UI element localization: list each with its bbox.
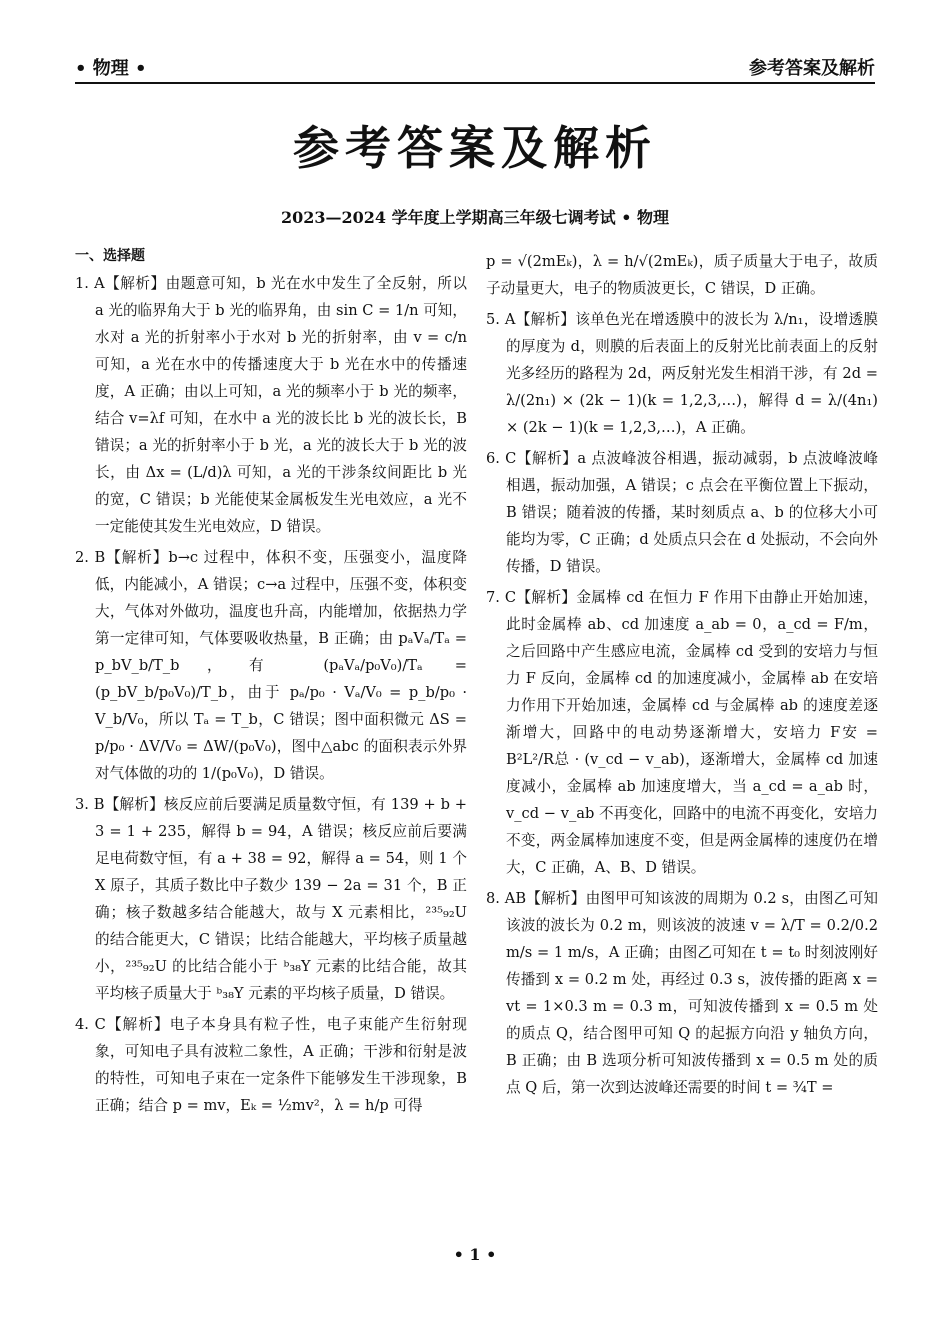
page-header — [75, 54, 875, 84]
left-column — [75, 243, 467, 1123]
exam-subtitle: 2023—2024 学年度上学期高三年级七调考试 • 物理 — [280, 208, 669, 227]
answer-item: 7. C【解析】金属棒 cd 在恒力 F 作用下由静止开始加速，此时金属棒 ab、cd 加速度 a_ab = 0，a_cd = F/m，之后回路中产生感应电流，金属棒 cd 受到的安培力与恒力 F 反向，金属棒 cd 的加速度减小，金属棒 ab 在安培力作用下开始加速，金属棒 cd 与金属棒 ab 的速度差逐渐增大，回路中的电动势逐渐增大，安培力 F安 = B²L²/R总 · (v_cd − v_ab)，逐渐增大，金属棒 cd 加速度减小，金属棒 ab 加速度增大，当 a_cd = a_ab 时，v_cd − v_ab 不再变化，回路中的电流不再变化，安培力不变，两金属棒加速度不变，但是两金属棒的速度仍在增大，C 正确，A、B、D 错误。 — [486, 589, 878, 876]
section-heading: 一、选择题 — [75, 248, 145, 264]
answer-item: 8. AB【解析】由图甲可知该波的周期为 0.2 s，由图乙可知该波的波长为 0.2 m，则该波的波速 v = λ/T = 0.2/0.2 m/s = 1 m/s，A 正确；由图乙可知在 t = t₀ 时刻波刚好传播到 x = 0.2 m 处，再经过 0.3 s，波传播的距离 x = vt = 1×0.3 m = 0.3 m，可知波传播到 x = 0.5 m 处的质点 Q，结合图甲可知 Q 的起振方向沿 y 轴负方向，B 正确；由 B 选项分析可知波传播到 x = 0.5 m 处的质点 Q 后，第一次到达波峰还需要的时间 t = ¾T = — [486, 890, 878, 1096]
answer-item: 1. A【解析】由题意可知，b 光在水中发生了全反射，所以 a 光的临界角大于 b 光的临界角，由 sin C = 1/n 可知，水对 a 光的折射率小于水对 b 光的折射率，由 v = c/n 可知，a 光在水中的传播速度大于 b 光在水中的传播速度，A 正确；由以上可知，a 光的频率小于 b 光的频率，结合 v=λf 可知，在水中 a 光的波长比 b 光的波长长，B 错误；a 光的折射率小于 b 光，a 光的波长大于 b 光的波长，由 Δx = (L/d)λ 可知，a 光的干涉条纹间距比 b 光的宽，C 错误；b 光能使某金属板发生光电效应，a 光不一定能使其发生光电效应，D 错误。 — [75, 275, 467, 535]
answer-continuation: p = √(2mEₖ)，λ = h/√(2mEₖ)，质子质量大于电子，故质子动量更大，电子的物质波更长，C 错误，D 正确。 — [486, 253, 878, 297]
header-section-title: 参考答案及解析 — [749, 58, 875, 79]
page-number: • 1 • — [453, 1245, 497, 1264]
right-column — [486, 248, 878, 1105]
answer-item: 6. C【解析】a 点波峰波谷相遇，振动减弱，b 点波峰波峰相遇，振动加强，A 错误；c 点会在平衡位置上下振动，B 错误；随着波的传播，某时刻质点 a、b 的位移大小可能均为零，C 正确；d 处质点只会在 d 处振动，不会向外传播，D 错误。 — [486, 450, 878, 575]
answer-item: 2. B【解析】b→c 过程中，体积不变，压强变小，温度降低，内能减小，A 错误；c→a 过程中，压强不变，体积变大，气体对外做功，温度也升高，内能增加，依据热力学第一定律可知，气体要吸收热量，B 正确；由 pₐVₐ/Tₐ = p_bV_b/T_b，有 (pₐVₐ/p₀V₀)/Tₐ = (p_bV_b/p₀V₀)/T_b，由于 pₐ/p₀ · Vₐ/V₀ = p_b/p₀ · V_b/V₀，所以 Tₐ = T_b，C 错误；图中面积微元 ΔS = p/p₀ · ΔV/V₀ = ΔW/(p₀V₀)，图中△abc 的面积表示外界对气体做的功的 1/(p₀V₀)，D 错误。 — [75, 549, 467, 782]
header-subject: • 物理 • — [75, 58, 147, 79]
answer-item: 3. B【解析】核反应前后要满足质量数守恒，有 139 + b + 3 = 1 + 235，解得 b = 94，A 错误；核反应前后要满足电荷数守恒，有 a + 38 = 92，解得 a = 54，则 1 个 X 原子，其质子数比中子数少 139 − 2a = 31 个，B 正确；核子数越多结合能越大，故与 X 元素相比，²³⁵₉₂U 的结合能更大，C 错误；比结合能越大，平均核子质量越小，²³⁵₉₂U 的比结合能小于 ᵇ₃₈Y 元素的比结合能，故其平均核子质量大于 ᵇ₃₈Y 元素的平均核子质量，D 错误。 — [75, 796, 467, 1002]
page-title: 参考答案及解析 — [293, 121, 657, 175]
answer-item: 4. C【解析】电子本身具有粒子性，电子束能产生衍射现象，可知电子具有波粒二象性，A 正确；干涉和衍射是波的特性，可知电子束在一定条件下能够发生干涉现象，B 正确；结合 p = mv，Eₖ = ½mv²，λ = h/p 可得 — [75, 1016, 467, 1114]
answer-item: 5. A【解析】该单色光在增透膜中的波长为 λ/n₁，设增透膜的厚度为 d，则膜的后表面上的反射光比前表面上的反射光多经历的路程为 2d，两反射光发生相消干涉，有 2d = λ/(2n₁) × (2k − 1)(k = 1,2,3,…)，解得 d = λ/(4n₁) × (2k − 1)(k = 1,2,3,…)，A 正确。 — [486, 311, 878, 436]
